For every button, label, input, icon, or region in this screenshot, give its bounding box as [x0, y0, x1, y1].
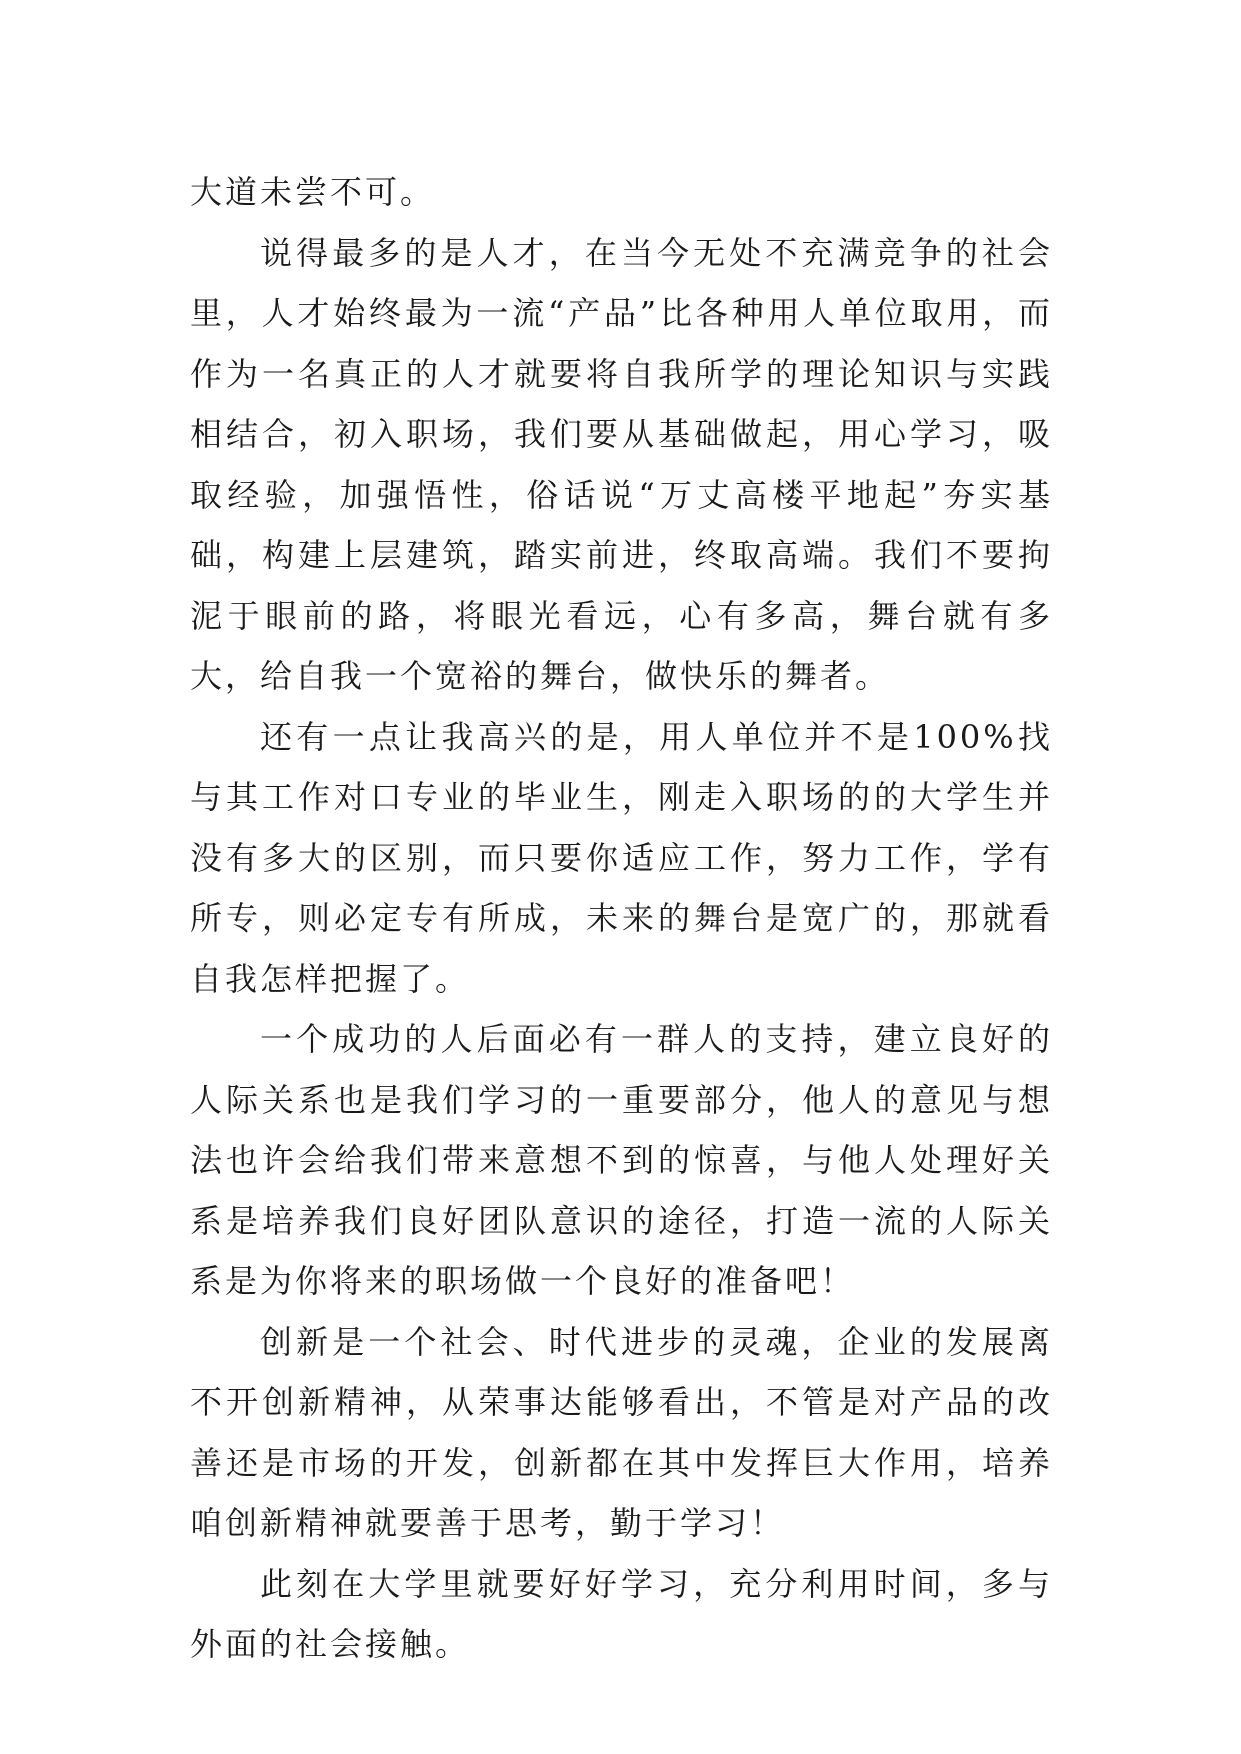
paragraph-talent: 说得最多的是人才，在当今无处不充满竞争的社会里，人才始终最为一流“产品”比各种用人单位取用，而作为一名真正的人才就要将自我所学的理论知识与实践相结合，初入职场，我们要从基础做起，用心学习，吸取经验，加强悟性，俗话说“万丈高楼平地起”夯实基础，构建上层建筑，踏实前进，终取高端。我们不要拘泥于眼前的路，将眼光看远，心有多高，舞台就有多大，给自我一个宽裕的舞台，做快乐的舞者。 — [190, 233, 1053, 695]
paragraph-study: 此刻在大学里就要好好学习，充分利用时间，多与外面的社会接触。 — [190, 1564, 1053, 1663]
paragraph-relationships: 一个成功的人后面必有一群人的支持，建立良好的人际关系也是我们学习的一重要部分，他人的意见与想法也许会给我们带来意想不到的惊喜，与他人处理好关系是培养我们良好团队意识的途径，打造一流的人际关系是为你将来的职场做一个良好的准备吧！ — [190, 1020, 1053, 1300]
document-body — [190, 162, 1053, 1675]
paragraph-continuation: 大道未尝不可。 — [190, 173, 436, 211]
paragraph-innovation: 创新是一个社会、时代进步的灵魂，企业的发展离不开创新精神，从荣事达能够看出，不管是对产品的改善还是市场的开发，创新都在其中发挥巨大作用，培养咱创新精神就要善于思考，勤于学习！ — [190, 1322, 1053, 1542]
paragraph-employer: 还有一点让我高兴的是，用人单位并不是100%找与其工作对口专业的毕业生，刚走入职场的的大学生并没有多大的区别，而只要你适应工作，努力工作，学有所专，则必定专有所成，未来的舞台是宽广的，那就看自我怎样把握了。 — [190, 717, 1053, 998]
